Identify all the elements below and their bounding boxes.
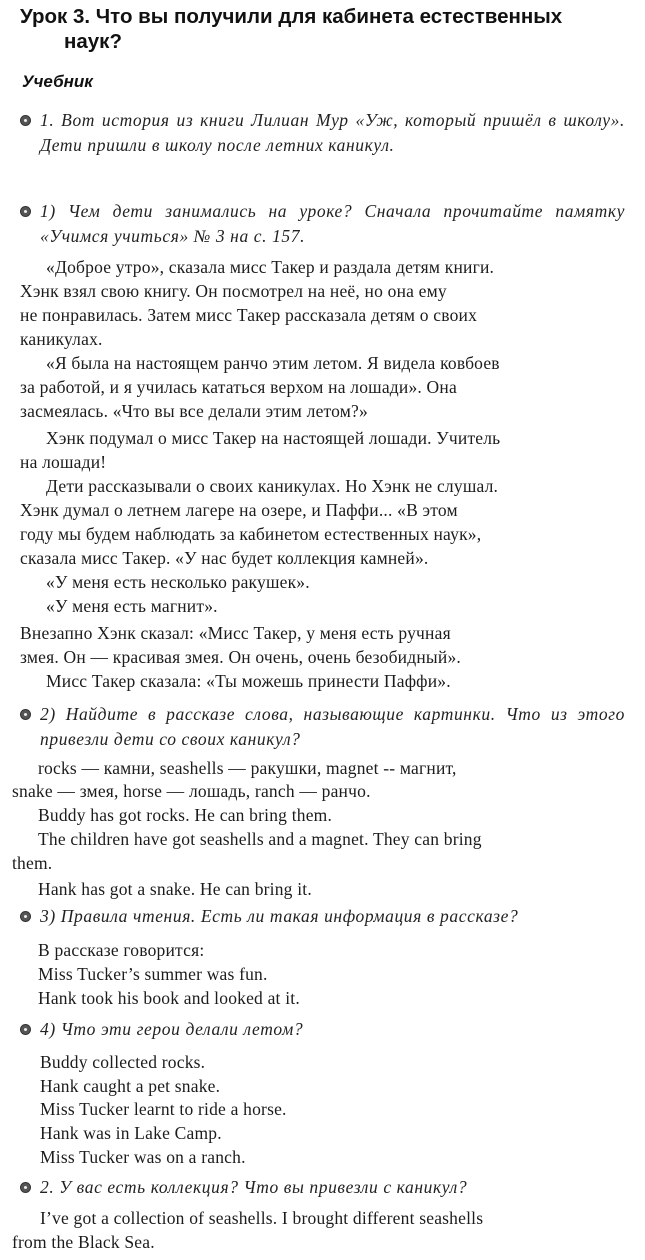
story-line: змея. Он — красивая змея. Он очень, очень безобидный». <box>20 647 461 667</box>
audio-disc-icon <box>20 911 31 922</box>
story-line: «У меня есть несколько ракушек». <box>46 572 310 592</box>
audio-disc-icon <box>20 1024 31 1035</box>
section-label: Учебник <box>22 72 93 91</box>
vocab-line: Hank has got a snake. He can bring it. <box>38 879 312 899</box>
rules-line: В рассказе говорится: <box>38 940 205 960</box>
vocab-line: them. <box>12 853 53 873</box>
audio-disc-icon <box>20 206 31 217</box>
task-2 <box>20 1175 625 1200</box>
task-text: 2) Найдите в рассказе слова, называющие картинки. Что из этого привезли дети со своих каникул? <box>40 704 625 749</box>
story-line: «Доброе утро», сказала мисс Такер и раздала детям книги. <box>46 257 495 277</box>
vocab-line: Buddy has got rocks. He can bring them. <box>38 805 333 825</box>
task-text: 3) Правила чтения. Есть ли такая информация в рассказе? <box>40 906 519 926</box>
audio-disc-icon <box>20 709 31 720</box>
vocab-line: rocks — камни, seashells — ракушки, magnet -- магнит, <box>38 758 457 778</box>
audio-disc-icon <box>20 1182 31 1193</box>
task-text: 2. У вас есть коллекция? Что вы привезли с каникул? <box>40 1177 468 1197</box>
collection-line: from the Black Sea. <box>12 1232 155 1252</box>
story-line: году мы будем наблюдать за кабинетом естественных наук», <box>20 524 482 544</box>
summer-line: Miss Tucker was on a ranch. <box>40 1147 246 1167</box>
story-line: Хэнк взял свою книгу. Он посмотрел на неё, но она ему <box>20 281 447 301</box>
collection-line: I’ve got a collection of seashells. I brought different seashells <box>40 1208 484 1228</box>
story-line: засмеялась. «Что вы все делали этим летом?» <box>20 401 368 421</box>
vocab-line: snake — змея, horse — лошадь, ranch — ранчо. <box>12 781 371 801</box>
lesson-title-line-2: наук? <box>64 30 122 53</box>
task-1 <box>20 108 625 158</box>
task-text: 1) Чем дети занимались на уроке? Сначала прочитайте памятку «Учимся учиться» № 3 на с. 157. <box>40 201 625 246</box>
story-line: Мисс Такер сказала: «Ты можешь принести Паффи». <box>46 671 451 691</box>
story-line: Дети рассказывали о своих каникулах. Но Хэнк не слушал. <box>46 476 499 496</box>
task-1-2 <box>20 702 625 752</box>
story-line: на лошади! <box>20 452 107 472</box>
story-line: Хэнк думал о летнем лагере на озере, и Паффи... «В этом <box>20 500 458 520</box>
summer-line: Hank caught a pet snake. <box>40 1076 221 1096</box>
task-text: 4) Что эти герои делали летом? <box>40 1019 304 1039</box>
story-line: Хэнк подумал о мисс Такер на настоящей лошади. Учитель <box>46 428 501 448</box>
vocab-line: The children have got seashells and a magnet. They can bring <box>38 829 482 849</box>
summer-line: Miss Tucker learnt to ride a horse. <box>40 1099 287 1119</box>
rules-line: Hank took his book and looked at it. <box>38 988 300 1008</box>
summer-line: Hank was in Lake Camp. <box>40 1123 222 1143</box>
story-line: «Я была на настоящем ранчо этим летом. Я видела ковбоев <box>46 353 500 373</box>
story-line: за работой, и я училась кататься верхом на лошади». Она <box>20 377 457 397</box>
task-1-4 <box>20 1017 625 1042</box>
story-line: сказала мисс Такер. «У нас будет коллекция камней». <box>20 548 429 568</box>
task-text: 1. Вот история из книги Лилиан Мур «Уж, который пришёл в школу». Дети пришли в школу после летних каникул. <box>40 110 625 155</box>
audio-disc-icon <box>20 115 31 126</box>
lesson-title <box>20 4 630 54</box>
story-line: каникулах. <box>20 329 103 349</box>
story-line: «У меня есть магнит». <box>46 596 218 616</box>
story-line: Внезапно Хэнк сказал: «Мисс Такер, у меня есть ручная <box>20 623 451 643</box>
task-1-1 <box>20 199 625 249</box>
summer-line: Buddy collected rocks. <box>40 1052 206 1072</box>
task-1-3 <box>20 904 625 929</box>
story-line: не понравилась. Затем мисс Такер рассказала детям о своих <box>20 305 478 325</box>
lesson-title-line-1: Урок 3. Что вы получили для кабинета естественных <box>20 5 563 28</box>
rules-line: Miss Tucker’s summer was fun. <box>38 964 268 984</box>
